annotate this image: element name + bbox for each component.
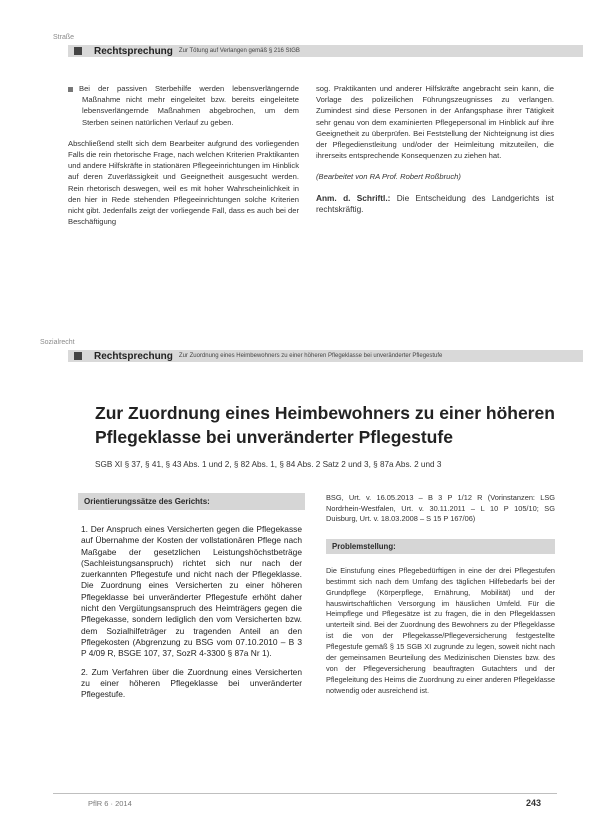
heading-square-icon xyxy=(74,47,82,55)
section-label-top: Straße xyxy=(53,34,75,41)
problem-text: Die Einstufung eines Pflegebedürftigen in eine der drei Pflegestufen bestimmt sich nach dem Umfang des täglichen Hilfebedarfs bei der Grundpflege (Körperpflege, Ernährung, Mobilität) und der hauswirtschaftlichen Versorgung im häuslichen Umfeld. Für die Heimpflege und Pflegesätze ist zu fragen, die in den Pflegeklassen unterteilt sind. Bei der Zuordnung des Bewohners zu der Pflegeklasse ist die von der Pflegekasse/Pflegeversicherung festgestellte Pflegestufe gemäß § 15 SGB XI zugrunde zu legen, soweit nicht nach der gemeinsamen Beurteilung des Medizinischen Dienstes bzw. des von der Pflegeversicherung beauftragten Gutachters und der Pflegeleitung des Heims die Zuordnung zu einer anderen Pflegeklasse notwendig oder ausreichend ist. xyxy=(326,565,555,695)
guiding-principles-box xyxy=(78,493,305,707)
editor-note-label: Anm. d. Schriftl.: xyxy=(316,192,391,203)
journal-issue: PflR 6 · 2014 xyxy=(88,799,132,808)
article-title-line-1: Zur Zuordnung eines Heimbewohners zu einer höheren xyxy=(95,403,555,423)
section-heading-middle xyxy=(68,350,583,362)
lower-right-column xyxy=(326,493,555,697)
heading-square-icon xyxy=(74,352,82,360)
guiding-principles-heading: Orientierungssätze des Gerichts: xyxy=(78,493,305,510)
closing-paragraph: Abschließend stellt sich dem Bearbeiter aufgrund des vorliegenden Falls die rein rhetorische Frage, nach welchen Kriterien Praktikanten und andere Hilfskräfte in stationären Pflegeeinrichtungen im Hinblick auf deren Zuverlässigkeit und Geeignetheit ausgesucht werden. Rein rhetorisch deswegen, weil es mit hoher Wahrscheinlichkeit in den hier in Rede stehenden Pflegeeinrichtungen solche Kriterien nicht gibt. Jedenfalls zeigt der vorliegende Fall, dass es auch bei der Beschäftigung xyxy=(68,138,299,227)
guiding-principle-1: 1. Der Anspruch eines Versicherten gegen die Pflegekasse auf Übernahme der Kosten der vollstationären Pflege nach Maßgabe der gesetzlichen Leistungshöchstbeträge (Sachleistungsanspruch) richtet sich nur nach der zuerkannten Pflegestufe und nicht nach der Pflegeklasse. Die Zuordnung eines Versicherten zu einer höheren Pflegeklasse bei unveränderter Pflegestufe erhöht daher nicht den Vergütungsanspruch des Heimträgers gegen die Pflegekasse, sondern lediglich den vom Versicherten bzw. dem Sozialhilfeträger zu tragenden Anteil an den Pflegekosten (Abgrenzung zu BSG vom 07.10.2010 – B 3 P 4/09 R, BSGE 107, 37, SozR 4-3300 § 87a Nr 1). xyxy=(81,524,302,659)
author-note: (Bearbeitet von RA Prof. Robert Roßbruch) xyxy=(316,172,461,182)
guiding-principles-body xyxy=(78,510,305,700)
page-number: 243 xyxy=(526,798,542,808)
heading-title: Rechtsprechung xyxy=(94,350,173,362)
upper-right-column xyxy=(316,83,554,215)
bullet-text: Bei der passiven Sterbehilfe werden lebensverlängernde Maßnahme nicht mehr eingeleitet bzw. bereits eingeleitete lebensverlängernde Maßnahmen abgebrochen, um dem Sterben seinen natürlichen Verlauf zu geben. xyxy=(79,84,299,127)
bullet-square-icon xyxy=(68,87,73,92)
editor-note-text: Die Entscheidung des Landgerichts ist rechtskräftig. xyxy=(316,192,554,214)
continued-paragraph: sog. Praktikanten und anderer Hilfskräfte angebracht sein kann, die Vorlage des polizeilichen Führungszeugnisses zu verlangen. Zumindest sind diese Personen in der Anfangsphase ihrer Tätigkeit sehr genau von dem examinierten Pflegepersonal im Hinblick auf ihre Geeignetheit zu überprüfen. Bei Feststellung der Nichteignung ist dies der Pflegedienstleitung und/oder der Heimleitung mitzuteilen, die ihrerseits entsprechende Konsequenzen zu ziehen hat. xyxy=(316,84,554,161)
problem-heading: Problemstellung: xyxy=(326,539,555,554)
guiding-principle-2: 2. Zum Verfahren über die Zuordnung eines Versicherten zu einer höheren Pflegeklasse bei unveränderter Pflegestufe. xyxy=(81,666,302,700)
bullet-item xyxy=(68,83,299,128)
heading-title: Rechtsprechung xyxy=(94,45,173,57)
article-title-line-2: Pflegeklasse bei unveränderter Pflegestufe xyxy=(95,427,453,447)
law-citation: SGB XI § 37, § 41, § 43 Abs. 1 und 2, § 82 Abs. 1, § 84 Abs. 2 Satz 2 und 3, § 87a Abs. 2 und 3 xyxy=(95,460,442,469)
article-title xyxy=(95,401,565,449)
footer-rule xyxy=(53,793,557,794)
section-label-middle: Sozialrecht xyxy=(40,339,75,346)
section-heading-top xyxy=(68,45,583,57)
heading-subtitle: Zur Zuordnung eines Heimbewohners zu einer höheren Pflegeklasse bei unveränderter Pflegestufe xyxy=(178,353,443,359)
upper-left-column xyxy=(68,83,299,227)
heading-subtitle: Zur Tötung auf Verlangen gemäß § 216 StGB xyxy=(178,48,300,54)
editor-note xyxy=(316,193,554,215)
court-reference: BSG, Urt. v. 16.05.2013 – B 3 P 1/12 R (Vorinstanzen: LSG Nordrhein-Westfalen, Urt. v. 30.11.2011 – L 10 P 105/10; SG Duisburg, Urt. v. 18.03.2008 – S 15 P 167/06) xyxy=(326,493,555,524)
